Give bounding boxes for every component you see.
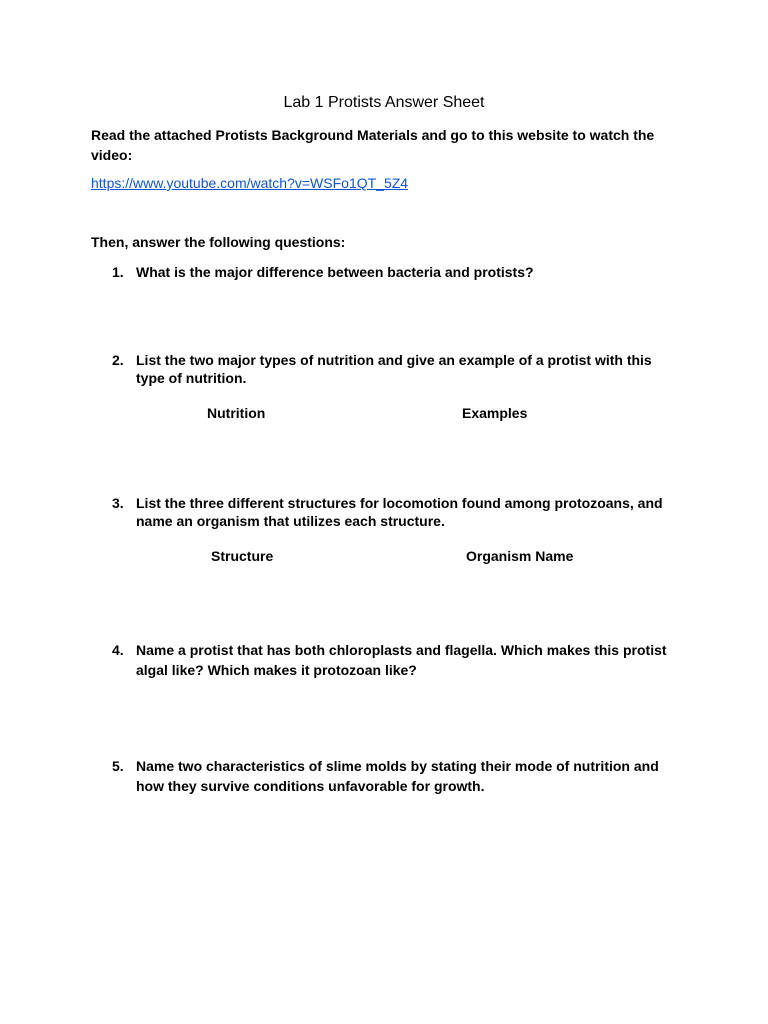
question-text: List the two major types of nutrition and give an example of a protist with this type of nutrition. — [136, 352, 652, 386]
column-header-organism-name: Organism Name — [466, 548, 574, 564]
question-number: 4. — [112, 642, 124, 658]
question-3 — [112, 494, 682, 530]
question-number: 2. — [112, 352, 124, 368]
question-number: 5. — [112, 758, 124, 774]
video-link[interactable]: https://www.youtube.com/watch?v=WSFo1QT_5Z4 — [91, 175, 409, 191]
question-text: List the three different structures for locomotion found among protozoans, and name an organism that utilizes each structure. — [136, 495, 663, 529]
column-header-structure: Structure — [211, 548, 274, 564]
column-header-nutrition: Nutrition — [207, 405, 266, 421]
intro-paragraph: Read the attached Protists Background Materials and go to this website to watch the video: — [91, 127, 655, 163]
question-5 — [112, 756, 682, 796]
question-text: Name two characteristics of slime molds by stating their mode of nutrition and how they survive conditions unfavorable for growth. — [136, 758, 659, 794]
question-4 — [112, 640, 682, 680]
page-title: Lab 1 Protists Answer Sheet — [283, 94, 485, 111]
column-header-examples: Examples — [462, 405, 528, 421]
question-text: What is the major difference between bacteria and protists? — [136, 264, 534, 280]
question-1 — [112, 263, 682, 281]
question-2 — [112, 351, 682, 387]
question-text: Name a protist that has both chloroplasts and flagella. Which makes this protist algal like? Which makes it protozoan like? — [136, 642, 667, 678]
question-number: 3. — [112, 495, 124, 511]
question-number: 1. — [112, 264, 124, 280]
instruction-text: Then, answer the following questions: — [91, 234, 346, 250]
